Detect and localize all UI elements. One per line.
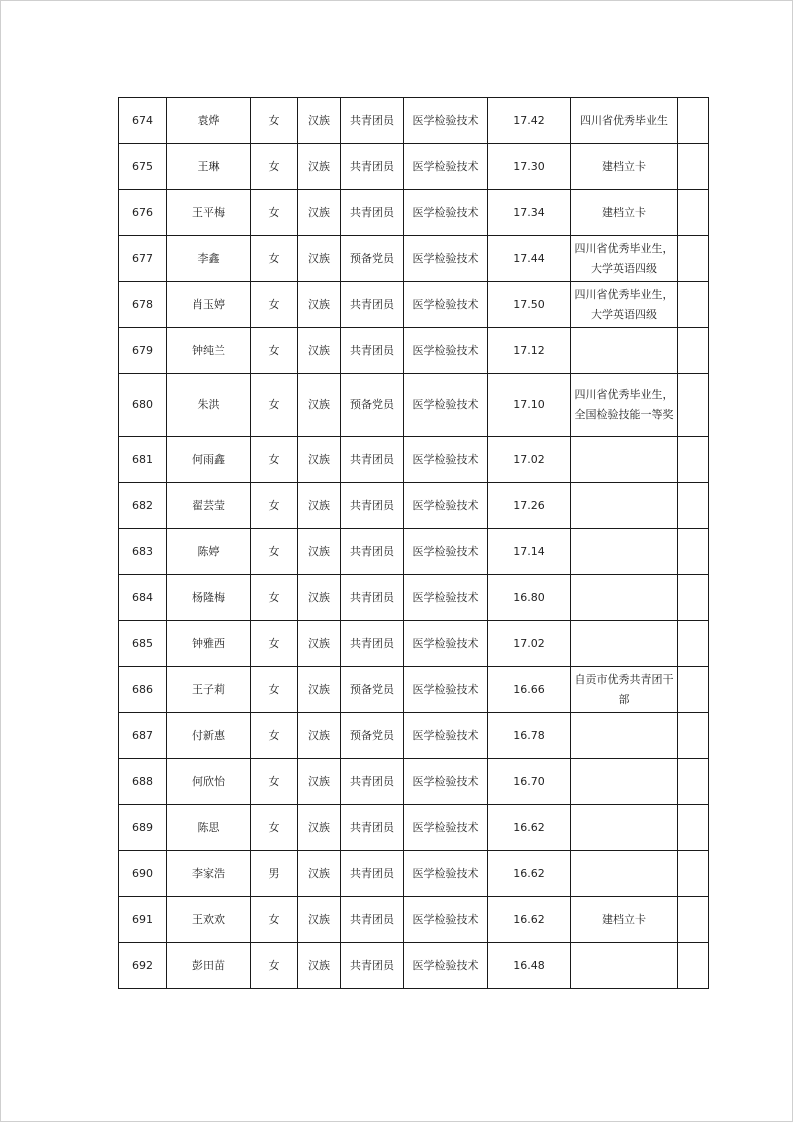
- ethnicity-cell: 汉族: [298, 190, 341, 236]
- table-row: [119, 805, 709, 851]
- ethnicity-cell: 汉族: [298, 805, 341, 851]
- score-cell: 17.34: [488, 190, 571, 236]
- row-number-cell: 686: [119, 667, 167, 713]
- gender-cell: 女: [251, 144, 298, 190]
- political-status-cell: 共青团员: [341, 897, 404, 943]
- major-cell: 医学检验技术: [404, 483, 488, 529]
- empty-cell: [678, 805, 709, 851]
- row-number-cell: 674: [119, 98, 167, 144]
- remark-cell: 自贡市优秀共青团干部: [571, 667, 678, 713]
- score-cell: 17.10: [488, 374, 571, 437]
- row-number-cell: 683: [119, 529, 167, 575]
- name-cell: 陈思: [167, 805, 251, 851]
- gender-cell: 女: [251, 328, 298, 374]
- major-cell: 医学检验技术: [404, 851, 488, 897]
- political-status-cell: 预备党员: [341, 374, 404, 437]
- political-status-cell: 共青团员: [341, 190, 404, 236]
- empty-cell: [678, 282, 709, 328]
- score-cell: 16.70: [488, 759, 571, 805]
- gender-cell: 女: [251, 483, 298, 529]
- score-cell: 17.02: [488, 621, 571, 667]
- gender-cell: 女: [251, 897, 298, 943]
- table-row: [119, 374, 709, 437]
- name-cell: 陈婷: [167, 529, 251, 575]
- empty-cell: [678, 529, 709, 575]
- major-cell: 医学检验技术: [404, 144, 488, 190]
- row-number-cell: 677: [119, 236, 167, 282]
- ethnicity-cell: 汉族: [298, 851, 341, 897]
- table-row: [119, 328, 709, 374]
- table-row: [119, 144, 709, 190]
- political-status-cell: 共青团员: [341, 575, 404, 621]
- score-cell: 16.48: [488, 943, 571, 989]
- row-number-cell: 678: [119, 282, 167, 328]
- ethnicity-cell: 汉族: [298, 236, 341, 282]
- name-cell: 朱洪: [167, 374, 251, 437]
- score-cell: 17.44: [488, 236, 571, 282]
- major-cell: 医学检验技术: [404, 236, 488, 282]
- political-status-cell: 共青团员: [341, 805, 404, 851]
- score-cell: 16.80: [488, 575, 571, 621]
- political-status-cell: 共青团员: [341, 759, 404, 805]
- political-status-cell: 预备党员: [341, 667, 404, 713]
- name-cell: 肖玉婷: [167, 282, 251, 328]
- remark-cell: [571, 621, 678, 667]
- table-row: [119, 667, 709, 713]
- gender-cell: 女: [251, 190, 298, 236]
- ethnicity-cell: 汉族: [298, 483, 341, 529]
- remark-cell: 建档立卡: [571, 190, 678, 236]
- political-status-cell: 共青团员: [341, 943, 404, 989]
- remark-cell: 四川省优秀毕业生，全国检验技能一等奖: [571, 374, 678, 437]
- remark-cell: [571, 483, 678, 529]
- empty-cell: [678, 621, 709, 667]
- row-number-cell: 684: [119, 575, 167, 621]
- ethnicity-cell: 汉族: [298, 897, 341, 943]
- name-cell: 翟芸莹: [167, 483, 251, 529]
- major-cell: 医学检验技术: [404, 282, 488, 328]
- remark-cell: [571, 713, 678, 759]
- empty-cell: [678, 897, 709, 943]
- gender-cell: 女: [251, 98, 298, 144]
- major-cell: 医学检验技术: [404, 190, 488, 236]
- score-cell: 16.78: [488, 713, 571, 759]
- name-cell: 钟雅西: [167, 621, 251, 667]
- empty-cell: [678, 851, 709, 897]
- gender-cell: 男: [251, 851, 298, 897]
- major-cell: 医学检验技术: [404, 943, 488, 989]
- gender-cell: 女: [251, 621, 298, 667]
- major-cell: 医学检验技术: [404, 328, 488, 374]
- name-cell: 袁烨: [167, 98, 251, 144]
- political-status-cell: 共青团员: [341, 483, 404, 529]
- ethnicity-cell: 汉族: [298, 98, 341, 144]
- gender-cell: 女: [251, 759, 298, 805]
- major-cell: 医学检验技术: [404, 621, 488, 667]
- political-status-cell: 共青团员: [341, 282, 404, 328]
- name-cell: 李鑫: [167, 236, 251, 282]
- remark-cell: [571, 759, 678, 805]
- row-number-cell: 681: [119, 437, 167, 483]
- table-row: [119, 236, 709, 282]
- name-cell: 王欢欢: [167, 897, 251, 943]
- major-cell: 医学检验技术: [404, 897, 488, 943]
- gender-cell: 女: [251, 943, 298, 989]
- empty-cell: [678, 667, 709, 713]
- row-number-cell: 685: [119, 621, 167, 667]
- remark-cell: [571, 529, 678, 575]
- major-cell: 医学检验技术: [404, 805, 488, 851]
- row-number-cell: 682: [119, 483, 167, 529]
- score-cell: 16.62: [488, 897, 571, 943]
- major-cell: 医学检验技术: [404, 713, 488, 759]
- empty-cell: [678, 144, 709, 190]
- ethnicity-cell: 汉族: [298, 328, 341, 374]
- ethnicity-cell: 汉族: [298, 437, 341, 483]
- table-row: [119, 759, 709, 805]
- table-row: [119, 851, 709, 897]
- political-status-cell: 共青团员: [341, 144, 404, 190]
- ethnicity-cell: 汉族: [298, 374, 341, 437]
- empty-cell: [678, 374, 709, 437]
- major-cell: 医学检验技术: [404, 98, 488, 144]
- political-status-cell: 共青团员: [341, 437, 404, 483]
- gender-cell: 女: [251, 236, 298, 282]
- major-cell: 医学检验技术: [404, 529, 488, 575]
- gender-cell: 女: [251, 374, 298, 437]
- empty-cell: [678, 328, 709, 374]
- score-cell: 17.50: [488, 282, 571, 328]
- empty-cell: [678, 575, 709, 621]
- remark-cell: [571, 943, 678, 989]
- ethnicity-cell: 汉族: [298, 575, 341, 621]
- remark-cell: 四川省优秀毕业生，大学英语四级: [571, 236, 678, 282]
- empty-cell: [678, 236, 709, 282]
- empty-cell: [678, 943, 709, 989]
- political-status-cell: 共青团员: [341, 621, 404, 667]
- table-row: [119, 282, 709, 328]
- gender-cell: 女: [251, 713, 298, 759]
- gender-cell: 女: [251, 282, 298, 328]
- political-status-cell: 预备党员: [341, 236, 404, 282]
- gender-cell: 女: [251, 437, 298, 483]
- remark-cell: 四川省优秀毕业生，大学英语四级: [571, 282, 678, 328]
- row-number-cell: 676: [119, 190, 167, 236]
- row-number-cell: 692: [119, 943, 167, 989]
- gender-cell: 女: [251, 805, 298, 851]
- name-cell: 王子莉: [167, 667, 251, 713]
- major-cell: 医学检验技术: [404, 759, 488, 805]
- major-cell: 医学检验技术: [404, 575, 488, 621]
- table-row: [119, 575, 709, 621]
- table-row: [119, 621, 709, 667]
- political-status-cell: 共青团员: [341, 98, 404, 144]
- remark-cell: [571, 328, 678, 374]
- score-cell: 16.62: [488, 851, 571, 897]
- empty-cell: [678, 98, 709, 144]
- row-number-cell: 680: [119, 374, 167, 437]
- score-cell: 17.12: [488, 328, 571, 374]
- row-number-cell: 691: [119, 897, 167, 943]
- major-cell: 医学检验技术: [404, 374, 488, 437]
- ethnicity-cell: 汉族: [298, 529, 341, 575]
- table-row: [119, 713, 709, 759]
- political-status-cell: 预备党员: [341, 713, 404, 759]
- name-cell: 王琳: [167, 144, 251, 190]
- empty-cell: [678, 713, 709, 759]
- remark-cell: [571, 437, 678, 483]
- major-cell: 医学检验技术: [404, 667, 488, 713]
- score-cell: 17.26: [488, 483, 571, 529]
- table-row: [119, 98, 709, 144]
- ethnicity-cell: 汉族: [298, 621, 341, 667]
- row-number-cell: 690: [119, 851, 167, 897]
- major-cell: 医学检验技术: [404, 437, 488, 483]
- remark-cell: 建档立卡: [571, 144, 678, 190]
- row-number-cell: 687: [119, 713, 167, 759]
- score-cell: 17.14: [488, 529, 571, 575]
- row-number-cell: 689: [119, 805, 167, 851]
- score-cell: 17.30: [488, 144, 571, 190]
- row-number-cell: 688: [119, 759, 167, 805]
- remark-cell: [571, 851, 678, 897]
- ethnicity-cell: 汉族: [298, 713, 341, 759]
- empty-cell: [678, 759, 709, 805]
- name-cell: 何欣怡: [167, 759, 251, 805]
- political-status-cell: 共青团员: [341, 328, 404, 374]
- name-cell: 王平梅: [167, 190, 251, 236]
- table-row: [119, 190, 709, 236]
- empty-cell: [678, 437, 709, 483]
- name-cell: 李家浩: [167, 851, 251, 897]
- remark-cell: [571, 805, 678, 851]
- ethnicity-cell: 汉族: [298, 759, 341, 805]
- remark-cell: 四川省优秀毕业生: [571, 98, 678, 144]
- gender-cell: 女: [251, 575, 298, 621]
- name-cell: 何雨鑫: [167, 437, 251, 483]
- gender-cell: 女: [251, 529, 298, 575]
- table-row: [119, 943, 709, 989]
- row-number-cell: 679: [119, 328, 167, 374]
- empty-cell: [678, 483, 709, 529]
- row-number-cell: 675: [119, 144, 167, 190]
- table-row: [119, 897, 709, 943]
- remark-cell: 建档立卡: [571, 897, 678, 943]
- empty-cell: [678, 190, 709, 236]
- score-cell: 17.02: [488, 437, 571, 483]
- ethnicity-cell: 汉族: [298, 144, 341, 190]
- gender-cell: 女: [251, 667, 298, 713]
- ethnicity-cell: 汉族: [298, 667, 341, 713]
- student-roster-table: [118, 97, 709, 989]
- remark-cell: [571, 575, 678, 621]
- table-row: [119, 437, 709, 483]
- ethnicity-cell: 汉族: [298, 943, 341, 989]
- score-cell: 17.42: [488, 98, 571, 144]
- name-cell: 钟纯兰: [167, 328, 251, 374]
- political-status-cell: 共青团员: [341, 851, 404, 897]
- ethnicity-cell: 汉族: [298, 282, 341, 328]
- score-cell: 16.66: [488, 667, 571, 713]
- table-row: [119, 483, 709, 529]
- score-cell: 16.62: [488, 805, 571, 851]
- table-row: [119, 529, 709, 575]
- political-status-cell: 共青团员: [341, 529, 404, 575]
- name-cell: 付新惠: [167, 713, 251, 759]
- name-cell: 杨隆梅: [167, 575, 251, 621]
- name-cell: 彭田苗: [167, 943, 251, 989]
